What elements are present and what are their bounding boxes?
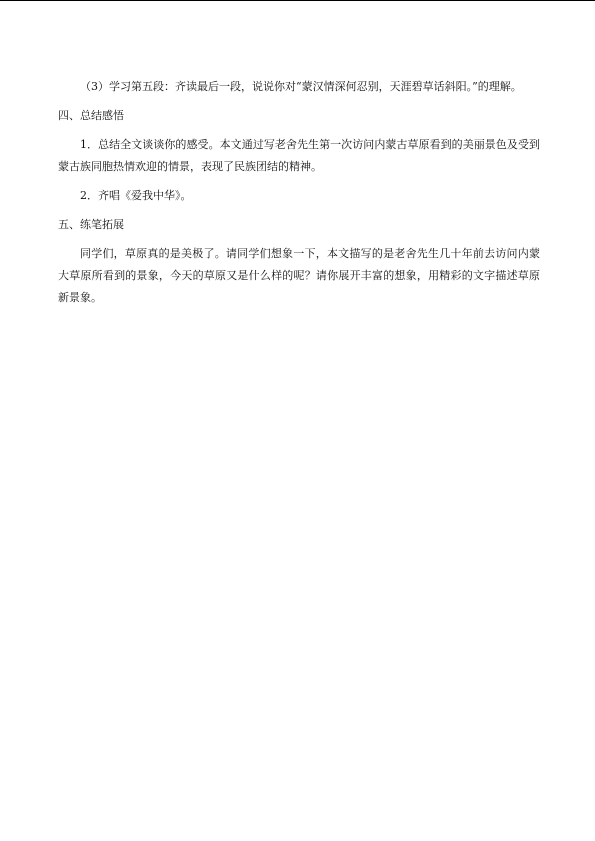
section4-item-2: 2．齐唱《爱我中华》。 [80, 189, 192, 202]
step3-paragraph: （3）学习第五段：齐读最后一段，说说你对“蒙汉情深何忍别，天涯碧草话斜阳。”的理解。 [80, 80, 522, 93]
document-body [58, 76, 540, 316]
section4-item-1: 1．总结全文谈谈你的感受。本文通过写老舍先生第一次访问内蒙古草原看到的美丽景色及受到蒙古族同胞热情欢迎的情景，表现了民族团结的精神。 [58, 138, 540, 173]
section5-heading: 五、练笔拓展 [58, 218, 124, 231]
page-top-rule [0, 0, 595, 1]
section4-heading: 四、总结感悟 [58, 109, 124, 122]
section5-paragraph: 同学们，草原真的是美极了。请同学们想象一下，本文描写的是老舍先生几十年前去访问内蒙大草原所看到的景象，今天的草原又是什么样的呢？请你展开丰富的想象，用精彩的文字描述草原新景象。 [58, 247, 540, 304]
